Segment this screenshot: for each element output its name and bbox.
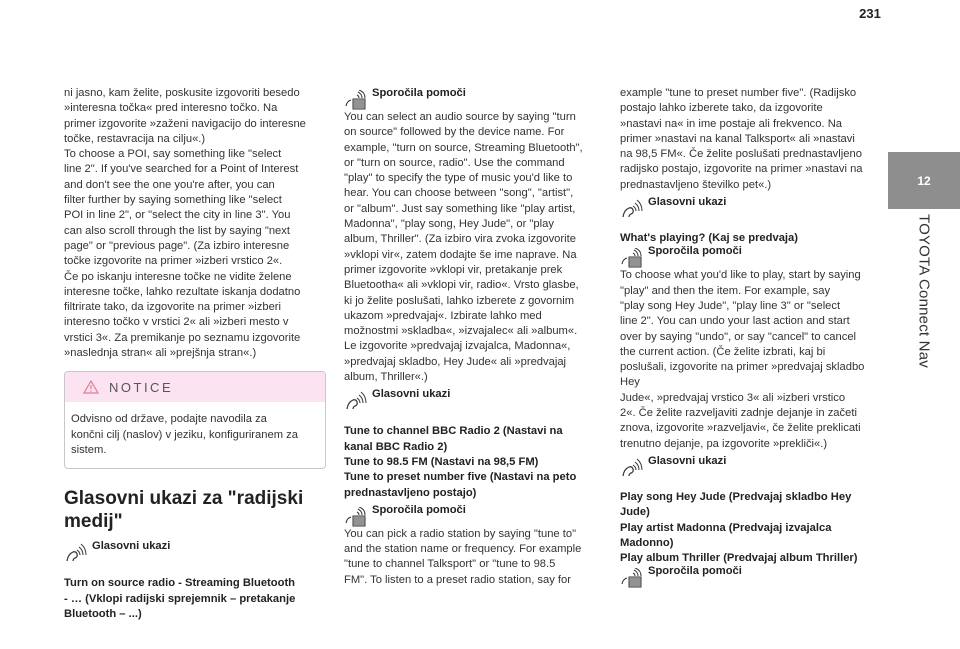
- text-line: filtrirate tako, da izgovorite na primer »izberi: [64, 301, 282, 314]
- text-line: postajo lahko izberete tako, da izgovorite: [620, 102, 823, 115]
- command-line: Turn on source radio - Streaming Bluetooth: [64, 577, 296, 590]
- voice-command-icon: [620, 458, 644, 478]
- help-messages-heading: [620, 564, 882, 588]
- text-line: končni cilj (naslov) v jeziku, konfiguriranem za: [71, 428, 298, 441]
- text-line: the current action. (Če želite izbrati, kaj bi: [620, 345, 826, 358]
- help-message-icon: [620, 568, 644, 588]
- text-line: album, Thriller". (Za izbiro vira zvoka izgovorite: [344, 233, 576, 246]
- text-line: "play" and then the item. For example, say: [620, 284, 831, 297]
- text-line: trenutno dejanje, pa izgovorite »prekliči«.): [620, 437, 828, 450]
- text-line: možnostmi »skladba«, »izvajalec« ali »album«.: [344, 325, 578, 338]
- text-line: album, Thriller«.): [344, 371, 428, 384]
- command-line: What's playing? (Kaj se predvaja): [620, 232, 798, 245]
- voice-command-icon: [620, 199, 644, 219]
- voice-commands-heading: [620, 195, 882, 219]
- command-line: Madonno): [620, 536, 674, 549]
- col1-intro: [64, 86, 326, 361]
- text-line: Jude«, »predvajaj vrstico 3« ali »izberi vrstico: [620, 391, 846, 404]
- voice-commands-heading: [64, 539, 326, 563]
- help-messages-heading: [620, 244, 882, 268]
- voice-commands-heading: [344, 387, 606, 411]
- text-line: interesne točke, lahko rezultate iskanja dodatno: [64, 285, 301, 298]
- help-messages-label: Sporočila pomoči: [372, 503, 466, 516]
- column-2: [344, 86, 606, 588]
- help-message-icon: [344, 90, 368, 110]
- text-line: »naslednja stran« ali »prejšnja stran«.): [64, 347, 257, 360]
- text-line: Madonna", "play song, Hey Jude", or "play: [344, 218, 554, 231]
- voice-commands-label: Glasovni ukazi: [372, 388, 451, 401]
- command-line: kanal BBC Radio 2): [344, 440, 448, 453]
- command-list: [620, 490, 882, 566]
- text-line: primer »nastavi na kanal Talksport« ali »nastavi: [620, 132, 855, 145]
- text-line: To choose a POI, say something like "select: [64, 148, 282, 161]
- text-line: Če po iskanju interesne točke ne vidite želene: [64, 270, 292, 283]
- help-text: [344, 527, 606, 588]
- text-line: hear. You can choose between "song", "artist",: [344, 187, 574, 200]
- command-line: Jude): [620, 506, 650, 519]
- text-line: Bluetootha« ali »vklopi vir, radio«. Vrsto glasbe,: [344, 279, 579, 292]
- chapter-title: [888, 214, 960, 414]
- command-line: Play album Thriller (Predvajaj album Thriller): [620, 552, 858, 565]
- voice-commands-label: Glasovni ukazi: [648, 454, 727, 467]
- help-text: [344, 110, 606, 385]
- text-line: You can pick a radio station by saying "tune to": [344, 527, 577, 540]
- command-line: Tune to channel BBC Radio 2 (Nastavi na: [344, 425, 563, 438]
- voice-commands-heading: [620, 454, 882, 478]
- command-line: - … (Vklopi radijski sprejemnik – pretakanje: [64, 592, 296, 605]
- text-line: Le izgovorite »predvajaj izvajalca, Madonna«,: [344, 340, 571, 353]
- text-line: »nastavi na« in ime postaje ali frekvenco. Na: [620, 117, 843, 130]
- warning-icon: [83, 380, 99, 394]
- text-line: znova, izgovorite »razveljavi«, če želite preklicati: [620, 422, 861, 435]
- command-list: [344, 424, 606, 500]
- text-line: line 2". You can undo your last action and start: [620, 315, 850, 328]
- help-message-icon: [344, 507, 368, 527]
- text-line: sistem.: [71, 443, 107, 456]
- text-line: "play song Hey Jude", "play line 3" or "select: [620, 299, 841, 312]
- text-line: 2«. Če želite razveljaviti zadnje dejanje in začeti: [620, 407, 857, 420]
- help-messages-label: Sporočila pomoči: [372, 87, 466, 99]
- text-line: on source" followed by the device name. For: [344, 126, 565, 139]
- notice-title: NOTICE: [109, 379, 174, 395]
- section-title: [64, 487, 326, 533]
- help-messages-heading: [344, 86, 606, 110]
- voice-commands-label: Glasovni ukazi: [92, 540, 171, 553]
- text-line: FM". To listen to a preset radio station, say for: [344, 573, 571, 586]
- voice-commands-label: Glasovni ukazi: [648, 196, 727, 209]
- chapter-tab[interactable]: [888, 152, 960, 209]
- text-line: ni jasno, kam želite, poskusite izgovoriti besedo: [64, 87, 300, 99]
- text-line: »predvajaj skladbo, Hey Jude« ali »predvajaj: [344, 355, 567, 368]
- text-line: interesno točko v vrstici 2« ali »izberi mesto v: [64, 316, 289, 329]
- notice-box: [64, 371, 326, 469]
- help-messages-label: Sporočila pomoči: [648, 565, 742, 578]
- command-line: Play song Hey Jude (Predvajaj skladbo Hey: [620, 490, 852, 503]
- text-line: poslušali, izgovorite na primer »predvajaj skladbo Hey: [620, 361, 865, 389]
- text-line: ukazom »predvajaj«. Izbirate lahko med: [344, 309, 542, 322]
- command-line: Play artist Madonna (Predvajaj izvajalca: [620, 521, 832, 534]
- column-3: [620, 86, 882, 588]
- text-line: To choose what you'd like to play, start by saying: [620, 269, 861, 282]
- text-line: »interesna točka« pred interesno točko. Na: [64, 102, 278, 115]
- command-list: [64, 576, 326, 622]
- text-line: točke, restavracija na cilju«.): [64, 132, 206, 145]
- text-line: Odvisno od države, podajte navodila za: [71, 413, 267, 426]
- section-title-line: medij": [64, 511, 123, 533]
- text-line: "play" to specify the type of music you'd like to: [344, 172, 573, 185]
- text-line: and don't see the one you're after, you can: [64, 178, 275, 191]
- text-line: primer izgovorite »zaženi navigacijo do interesne: [64, 117, 306, 130]
- text-line: vrstici 3«. Za premikanje po seznamu izgovorite: [64, 331, 301, 344]
- text-line: POI in line 2", or "select the city in line 3". You: [64, 209, 291, 222]
- voice-command-icon: [344, 391, 368, 411]
- text-line: or "turn on source, radio". Use the command: [344, 156, 565, 169]
- page-number: 231: [859, 6, 881, 21]
- text-line: and the station name or frequency. For example: [344, 543, 582, 556]
- help-messages-heading: [344, 503, 606, 527]
- notice-body: [65, 402, 325, 468]
- text-line: You can select an audio source by saying "turn: [344, 111, 576, 123]
- help-messages-label: Sporočila pomoči: [648, 245, 742, 258]
- column-1: [64, 86, 326, 622]
- text-line: page" or "previous page". (Za izbiro interesne: [64, 239, 290, 252]
- text-line: primer izgovorite »vklopi vir, pretakanje prek: [344, 263, 563, 276]
- text-line: or "album". Just say something like "play artist,: [344, 202, 576, 215]
- text-line: točke izgovorite na primer »izberi vrstico 2«.: [64, 255, 283, 268]
- text-line: filter further by saying something like "select: [64, 194, 282, 207]
- text-line: line 2". If you've searched for a Point of Interest: [64, 163, 299, 176]
- text-line: example "tune to preset number five". (Radijsko: [620, 87, 857, 99]
- voice-command-icon: [64, 543, 88, 563]
- text-line: prednastavljeno številko pet«.): [620, 178, 772, 191]
- section-title-line: Glasovni ukazi za "radijski: [64, 488, 304, 510]
- text-line: »vklopi vir«, zatem dodajte še ime naprave. Na: [344, 248, 577, 261]
- text-line: ki jo želite poslušati, lahko izberete z govornim: [344, 294, 575, 307]
- chapter-number: 12: [917, 173, 931, 188]
- col3-intro: [620, 86, 882, 193]
- notice-header: [65, 372, 325, 402]
- text-line: over by saying "undo", or say "cancel" to cancel: [620, 330, 857, 343]
- command-line: prednastavljeno postajo): [344, 486, 477, 499]
- command-line: Bluetooth – ...): [64, 607, 142, 620]
- help-text: [620, 268, 882, 452]
- help-message-icon: [620, 248, 644, 268]
- command-line: Tune to preset number five (Nastavi na peto: [344, 471, 577, 484]
- text-line: radijsko postajo, izgovorite na primer »nastavi na: [620, 163, 863, 176]
- text-line: na 98,5 FM«. Če želite poslušati prednastavljeno: [620, 148, 862, 161]
- text-line: example, "turn on source, Streaming Bluetooth",: [344, 141, 583, 154]
- text-line: "tune to channel Talksport" or "tune to 98.5: [344, 558, 556, 571]
- command-line: Tune to 98.5 FM (Nastavi na 98,5 FM): [344, 455, 539, 468]
- text-line: can also scroll through the list by saying "next: [64, 224, 290, 237]
- chapter-title-text: TOYOTA Connect Nav: [915, 214, 933, 368]
